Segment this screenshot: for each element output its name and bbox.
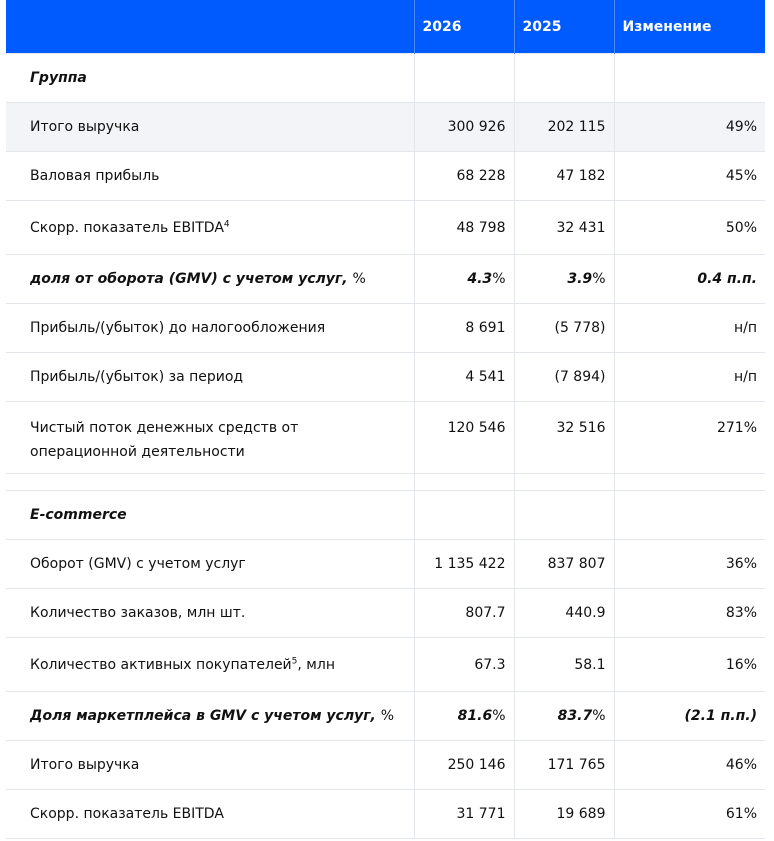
value-2025 — [514, 255, 614, 304]
value-2026: 250 146 — [414, 741, 514, 790]
header-label — [6, 0, 414, 54]
value-number: 4.3 — [467, 271, 493, 287]
change-value: 45% — [614, 152, 765, 201]
value-number: 83.7 — [557, 708, 593, 724]
row-label-tail: , млн — [297, 656, 335, 673]
header-row — [6, 0, 765, 54]
value-2025: 32 516 — [514, 402, 614, 474]
value-2026: 120 546 — [414, 402, 514, 474]
change-value: 49% — [614, 103, 765, 152]
row-label: Итого выручка — [6, 103, 414, 152]
change-value: н/п — [614, 304, 765, 353]
value-2025: 32 431 — [514, 201, 614, 255]
change-value: (2.1 п.п.) — [614, 692, 765, 741]
header-change: Изменение — [614, 0, 765, 54]
row-label: Прибыль/(убыток) за период — [6, 353, 414, 402]
value-2026 — [414, 692, 514, 741]
value-2026: 31 771 — [414, 790, 514, 839]
row-label: Скорр. показатель EBITDA — [6, 790, 414, 839]
change-value: 271% — [614, 402, 765, 474]
row-label: Чистый поток денежных средств от операционной деятельности — [6, 402, 414, 474]
value-2025: 47 182 — [514, 152, 614, 201]
value-2026 — [414, 255, 514, 304]
row-label: Количество заказов, млн шт. — [6, 589, 414, 638]
value-2026: 68 228 — [414, 152, 514, 201]
section-row-group — [6, 54, 765, 103]
value-2025 — [514, 692, 614, 741]
table-row — [6, 692, 765, 741]
row-label-text: Скорр. показатель EBITDA — [30, 219, 224, 236]
spacer-row — [6, 474, 765, 491]
table-row — [6, 255, 765, 304]
change-value: 0.4 п.п. — [614, 255, 765, 304]
row-label: Оборот (GMV) с учетом услуг — [6, 540, 414, 589]
value-2025: 19 689 — [514, 790, 614, 839]
row-label: Прибыль/(убыток) до налогообложения — [6, 304, 414, 353]
value-2026: 8 691 — [414, 304, 514, 353]
value-2025: 58.1 — [514, 638, 614, 692]
value-unit: % — [592, 271, 606, 287]
change-value: 36% — [614, 540, 765, 589]
value-2025: 171 765 — [514, 741, 614, 790]
change-value: 16% — [614, 638, 765, 692]
footnote-marker: 4 — [223, 218, 230, 229]
table-row — [6, 353, 765, 402]
row-label: Итого выручка — [6, 741, 414, 790]
value-unit: % — [492, 271, 506, 287]
change-value: 61% — [614, 790, 765, 839]
change-value: 83% — [614, 589, 765, 638]
header-year-2026: 2026 — [414, 0, 514, 54]
section-row-ecommerce — [6, 491, 765, 540]
footnote-marker: 5 — [291, 655, 298, 666]
table-row — [6, 201, 765, 255]
table-row — [6, 638, 765, 692]
value-unit: % — [492, 708, 506, 724]
table-row — [6, 790, 765, 839]
value-2025: (7 894) — [514, 353, 614, 402]
change-value: н/п — [614, 353, 765, 402]
value-number: 81.6 — [457, 708, 493, 724]
financial-results-table — [6, 0, 765, 839]
change-value: 50% — [614, 201, 765, 255]
value-2026: 4 541 — [414, 353, 514, 402]
header-year-2025: 2025 — [514, 0, 614, 54]
table-row — [6, 589, 765, 638]
table-row — [6, 402, 765, 474]
row-label-text: доля от оборота (GMV) с учетом услуг, — [30, 271, 348, 287]
table-row — [6, 540, 765, 589]
row-label-text: Количество активных покупателей — [30, 656, 292, 673]
value-2026: 807.7 — [414, 589, 514, 638]
change-value: 46% — [614, 741, 765, 790]
value-2025: 202 115 — [514, 103, 614, 152]
value-2025: 837 807 — [514, 540, 614, 589]
value-2025: (5 778) — [514, 304, 614, 353]
row-label: Валовая прибыль — [6, 152, 414, 201]
value-2026: 300 926 — [414, 103, 514, 152]
row-label-unit: % — [380, 708, 395, 724]
section-title: E-commerce — [6, 491, 414, 540]
row-label — [6, 255, 414, 304]
table-row — [6, 304, 765, 353]
value-unit: % — [592, 708, 606, 724]
row-label-text: Доля маркетплейса в GMV с учетом услуг, — [30, 708, 376, 724]
value-number: 3.9 — [567, 271, 593, 287]
table-row — [6, 103, 765, 152]
table-row — [6, 152, 765, 201]
value-2026: 48 798 — [414, 201, 514, 255]
value-2026: 1 135 422 — [414, 540, 514, 589]
value-2026: 67.3 — [414, 638, 514, 692]
table-row — [6, 741, 765, 790]
row-label — [6, 201, 414, 255]
section-title: Группа — [6, 54, 414, 103]
row-label-unit: % — [352, 271, 366, 287]
row-label — [6, 692, 414, 741]
value-2025: 440.9 — [514, 589, 614, 638]
row-label — [6, 638, 414, 692]
